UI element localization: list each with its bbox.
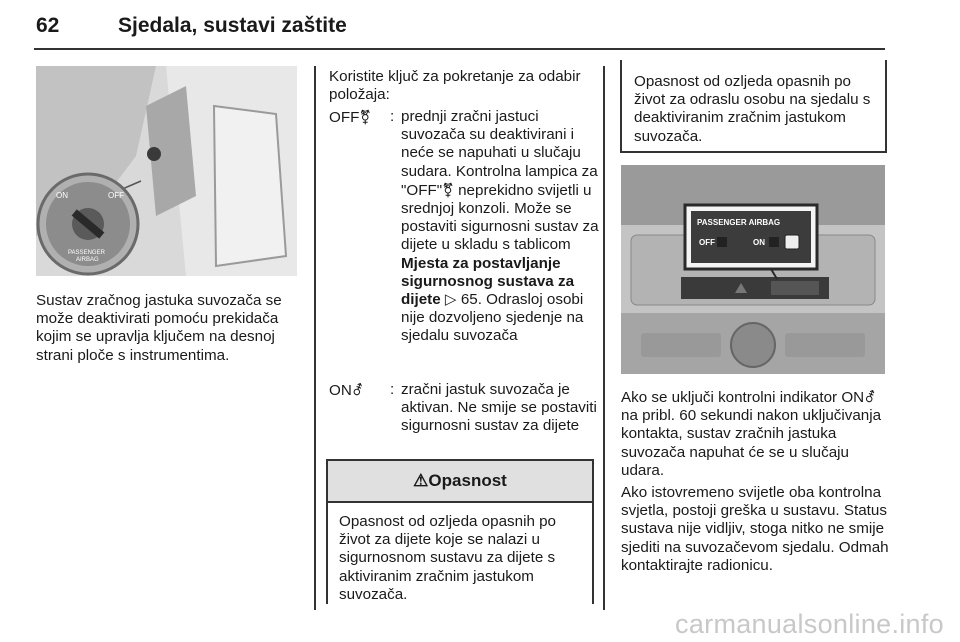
switch-label-on: ON bbox=[56, 191, 68, 200]
warning-text-child: Opasnost od ozljeda opasnih po život za dijete koje se nalazi u sigurnosnom sustavu za dijete s aktiviranim zračnim jastukom suvozača. bbox=[339, 513, 557, 603]
airbag-off-icon: ⚧ bbox=[442, 181, 454, 198]
term-colon: : bbox=[390, 108, 395, 125]
warning-text-adult: Opasnost od ozljeda opasnih po život za odraslu osobu na sjedalu s deaktiviranim zračnim jastukom suvozača. bbox=[634, 73, 871, 145]
console-label-title: PASSENGER AIRBAG bbox=[697, 218, 781, 227]
warning-triangle-icon: ⚠ bbox=[413, 471, 429, 490]
arrow-ref-icon: ▷ bbox=[444, 291, 457, 309]
definition-off bbox=[329, 108, 601, 378]
switch-label-off: OFF bbox=[108, 191, 124, 200]
warning-box-child bbox=[326, 459, 594, 604]
console-indicator-photo bbox=[621, 165, 885, 374]
airbag-off-icon: ⚧ bbox=[359, 109, 372, 125]
definition-off-body: prednji zračni jastuci suvozača su deaktivirani i neće se napuhati u slučaju sudara. Kontrolna lampica za "OFF"⚧ neprekidno svijetli u srednjoj konzoli. Može se postaviti sigurnosni sustav za dijete u skladu s tablicom Mjesta za postavljanje sigurnosnog sustava za dijete ▷ 65. Odrasloj osobi nije dozvoljeno sjedenje na sjedalu suvozača bbox=[401, 108, 599, 345]
console-label-off: OFF bbox=[699, 238, 715, 247]
warning-box-adult bbox=[620, 60, 887, 153]
switch-label-airbag: AIRBAG bbox=[76, 257, 99, 263]
airbag-on-icon: ⚦ bbox=[351, 382, 364, 398]
header-rule bbox=[34, 48, 885, 50]
switch-label-passenger: PASSENGER bbox=[68, 250, 105, 256]
section-title: Sjedala, sustavi zaštite bbox=[118, 14, 347, 37]
page-number: 62 bbox=[36, 14, 60, 37]
term-on: ON⚦ bbox=[329, 382, 364, 399]
fault-paragraph: Ako istovremeno svijetle oba kontrolna svjetla, postoji greška u sustavu. Status sustava nije vidljiv, stoga nitko ne smije sjediti na suvozačevom sjedalu. Odmah kontaktirajte radionicu. bbox=[621, 484, 889, 574]
intro-text: Koristite ključ za pokretanje za odabir položaja: bbox=[329, 68, 581, 104]
console-label-on: ON bbox=[753, 238, 765, 247]
key-switch-photo bbox=[36, 66, 297, 276]
column-divider-right bbox=[603, 66, 605, 610]
column-divider-left bbox=[314, 66, 316, 610]
airbag-on-icon: ⚦ bbox=[864, 389, 876, 405]
indicator-paragraph: Ako se uključi kontrolni indikator ON⚦ na pribl. 60 sekundi nakon uključivanja kontakta, sustav zračnih jastuka suvozača napuhat će se u slučaju udara. bbox=[621, 389, 882, 479]
definition-on-body: zračni jastuk suvozača je aktivan. Ne smije se postaviti sigurnosni sustav za dijete bbox=[401, 381, 597, 435]
warning-header: ⚠Opasnost bbox=[328, 461, 592, 503]
term-colon: : bbox=[390, 381, 395, 398]
definition-on bbox=[329, 381, 601, 456]
cross-ref-link[interactable]: Mjesta za postavljanje sigurnosnog sustava za dijete bbox=[401, 254, 575, 309]
figure-caption: Sustav zračnog jastuka suvozača se može deaktivirati pomoću prekidača kojim se upravlja ključem na desnoj strani ploče s instrumentima. bbox=[36, 292, 282, 364]
page-header bbox=[36, 14, 347, 38]
watermark: carmanualsonline.info bbox=[675, 609, 944, 639]
term-off: OFF⚧ bbox=[329, 109, 372, 126]
